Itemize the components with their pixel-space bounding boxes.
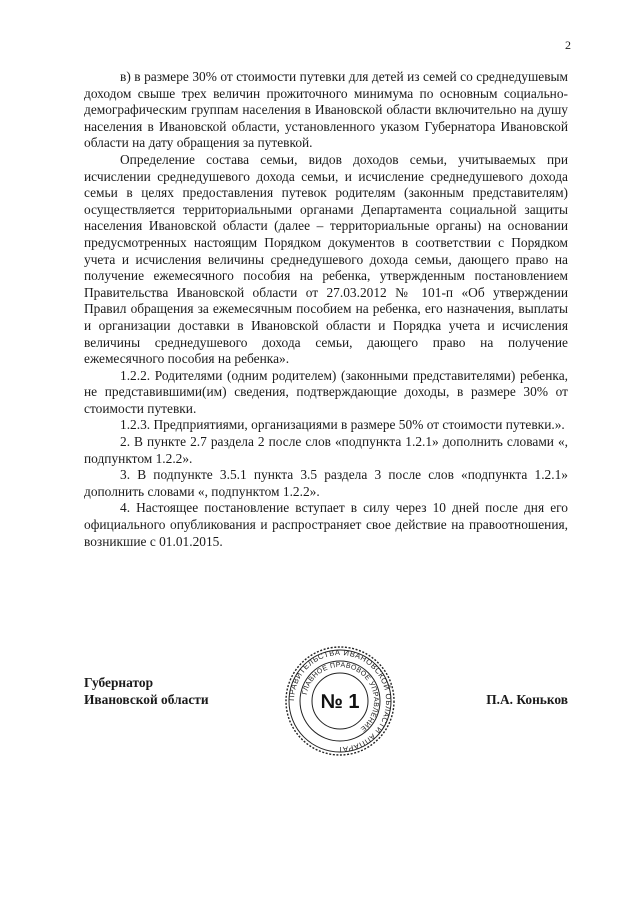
signer-title: [84, 674, 209, 708]
stamp-center-text: № 1: [320, 691, 360, 713]
signer-name: П.А. Коньков: [486, 692, 568, 707]
paragraph: 3. В подпункте 3.5.1 пункта 3.5 раздела 3 после слов «подпункта 1.2.1» дополнить словами «, подпунктом 1.2.2».: [84, 467, 568, 499]
official-stamp: [284, 645, 396, 757]
stamp-inner-text: ГЛАВНОЕ ПРАВОВОЕ УПРАВЛЕНИЕ: [301, 661, 380, 733]
signer-title-line1: Губернатор: [84, 675, 154, 690]
paragraph: 1.2.3. Предприятиями, организациями в размере 50% от стоимости путевки.».: [120, 417, 565, 433]
paragraph: 2. В пункте 2.7 раздела 2 после слов «подпункта 1.2.1» дополнить словами «, подпунктом 1.2.2».: [84, 434, 568, 466]
document-body: [84, 69, 568, 550]
stamp-outer-text: ПРАВИТЕЛЬСТВА ИВАНОВСКОЙ ОБЛАСТИ АППАРАТ: [286, 647, 394, 755]
signature-block: [84, 645, 568, 757]
page-number: 2: [565, 38, 571, 52]
paragraph: 4. Настоящее постановление вступает в силу через 10 дней после дня его официального опубликования и распространяет свое действие на правоотношения, возникшие с 01.01.2015.: [84, 500, 568, 549]
paragraph: Определение состава семьи, видов доходов семьи, учитываемых при исчислении среднедушевого дохода семьи, и исчисление среднедушевого дохода семьи в целях предоставления путевок родителям (законным представителям) осуществляется территориальными органами Департамента социальной защиты населения Ивановской области (далее – территориальные органы) на основании предусмотренных настоящим Порядком документов в соответствии с Порядком учета и исчисления величины среднедушевого дохода семьи, дающего право на получение ежемесячного пособия на ребенка, утвержденным постановлением Правительства Ивановской области от 27.03.2012 № 101-п «Об утверждении Правил обращения за ежемесячным пособием на ребенка, его назначения, выплаты и организации доставки в Ивановской области и Порядка учета и исчисления величины среднедушевого дохода семьи, дающего право на получение ежемесячного пособия на ребенка».: [84, 151, 568, 367]
paragraph: в) в размере 30% от стоимости путевки для детей из семей со среднедушевым доходом свыше трех величин прожиточного минимума по основным социально-демографическим группам населения в Ивановской области включительно на душу населения в Ивановской области, установленного указом Губернатора Ивановской области на дату обращения за путевкой.: [84, 69, 568, 151]
signer-title-line2: Ивановской области: [84, 692, 209, 707]
official-stamp-seal: [284, 645, 396, 757]
paragraph: 1.2.2. Родителями (одним родителем) (законными представителями) ребенка, не представившими(им) сведения, подтверждающие доходы, в размере 30% от стоимости путевки.: [84, 367, 568, 416]
